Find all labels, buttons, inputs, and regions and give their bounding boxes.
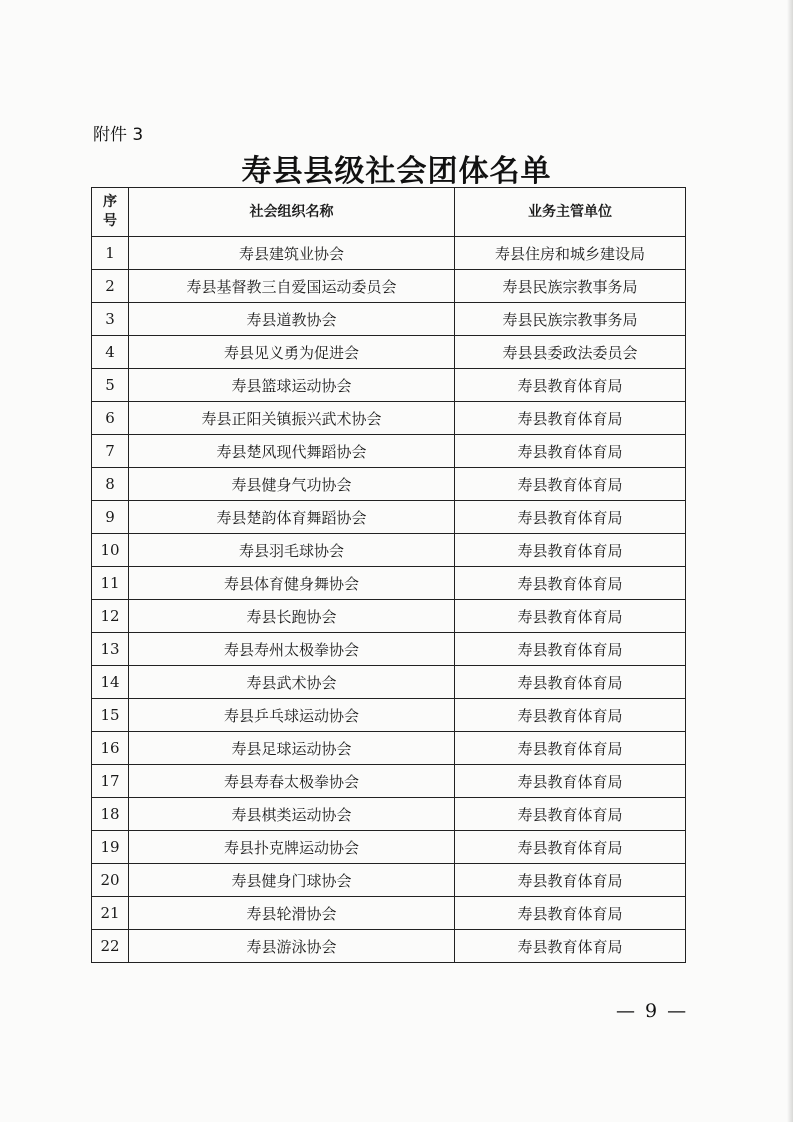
table-row — [92, 468, 686, 501]
cell-supervising-unit: 寿县教育体育局 — [455, 930, 686, 963]
header-supervising-unit: 业务主管单位 — [455, 188, 686, 237]
table-row — [92, 270, 686, 303]
cell-serial-number: 1 — [92, 237, 129, 270]
cell-organization-name: 寿县寿州太极拳协会 — [129, 633, 455, 666]
table-row — [92, 765, 686, 798]
table-row — [92, 237, 686, 270]
cell-organization-name: 寿县基督教三自爱国运动委员会 — [129, 270, 455, 303]
cell-serial-number: 21 — [92, 897, 129, 930]
cell-supervising-unit: 寿县教育体育局 — [455, 897, 686, 930]
cell-serial-number: 22 — [92, 930, 129, 963]
cell-supervising-unit: 寿县教育体育局 — [455, 402, 686, 435]
cell-organization-name: 寿县楚韵体育舞蹈协会 — [129, 501, 455, 534]
cell-organization-name: 寿县寿春太极拳协会 — [129, 765, 455, 798]
header-serial-number-label: 序号 — [102, 194, 117, 229]
cell-organization-name: 寿县健身门球协会 — [129, 864, 455, 897]
cell-serial-number: 6 — [92, 402, 129, 435]
cell-supervising-unit: 寿县教育体育局 — [455, 435, 686, 468]
cell-serial-number: 20 — [92, 864, 129, 897]
cell-organization-name: 寿县扑克牌运动协会 — [129, 831, 455, 864]
header-serial-number — [92, 188, 129, 237]
cell-serial-number: 4 — [92, 336, 129, 369]
table-row — [92, 369, 686, 402]
page-number: — 9 — — [616, 1000, 689, 1022]
table-row — [92, 930, 686, 963]
cell-supervising-unit: 寿县教育体育局 — [455, 732, 686, 765]
cell-supervising-unit: 寿县民族宗教事务局 — [455, 303, 686, 336]
cell-supervising-unit: 寿县教育体育局 — [455, 765, 686, 798]
table-row — [92, 402, 686, 435]
cell-organization-name: 寿县羽毛球协会 — [129, 534, 455, 567]
cell-organization-name: 寿县武术协会 — [129, 666, 455, 699]
table-row — [92, 864, 686, 897]
cell-serial-number: 13 — [92, 633, 129, 666]
cell-supervising-unit: 寿县民族宗教事务局 — [455, 270, 686, 303]
cell-serial-number: 15 — [92, 699, 129, 732]
cell-organization-name: 寿县楚风现代舞蹈协会 — [129, 435, 455, 468]
table-row — [92, 435, 686, 468]
cell-serial-number: 19 — [92, 831, 129, 864]
cell-organization-name: 寿县建筑业协会 — [129, 237, 455, 270]
table-row — [92, 303, 686, 336]
cell-serial-number: 10 — [92, 534, 129, 567]
table-row — [92, 666, 686, 699]
table-row — [92, 897, 686, 930]
cell-supervising-unit: 寿县住房和城乡建设局 — [455, 237, 686, 270]
cell-supervising-unit: 寿县教育体育局 — [455, 831, 686, 864]
table-row — [92, 699, 686, 732]
cell-organization-name: 寿县正阳关镇振兴武术协会 — [129, 402, 455, 435]
cell-serial-number: 2 — [92, 270, 129, 303]
table-row — [92, 633, 686, 666]
table-row — [92, 534, 686, 567]
header-organization-name: 社会组织名称 — [129, 188, 455, 237]
cell-organization-name: 寿县乒乓球运动协会 — [129, 699, 455, 732]
cell-supervising-unit: 寿县教育体育局 — [455, 699, 686, 732]
cell-organization-name: 寿县道教协会 — [129, 303, 455, 336]
table-row — [92, 336, 686, 369]
attachment-label: 附件 3 — [93, 125, 144, 145]
cell-serial-number: 5 — [92, 369, 129, 402]
cell-organization-name: 寿县轮滑协会 — [129, 897, 455, 930]
organization-table — [91, 187, 686, 963]
cell-supervising-unit: 寿县教育体育局 — [455, 369, 686, 402]
cell-serial-number: 18 — [92, 798, 129, 831]
cell-supervising-unit: 寿县县委政法委员会 — [455, 336, 686, 369]
cell-serial-number: 9 — [92, 501, 129, 534]
cell-organization-name: 寿县游泳协会 — [129, 930, 455, 963]
cell-organization-name: 寿县棋类运动协会 — [129, 798, 455, 831]
cell-organization-name: 寿县足球运动协会 — [129, 732, 455, 765]
cell-supervising-unit: 寿县教育体育局 — [455, 534, 686, 567]
table-row — [92, 501, 686, 534]
table-row — [92, 567, 686, 600]
table-row — [92, 798, 686, 831]
cell-supervising-unit: 寿县教育体育局 — [455, 468, 686, 501]
table-row — [92, 831, 686, 864]
table-row — [92, 732, 686, 765]
table-row — [92, 600, 686, 633]
table-body — [92, 237, 686, 963]
cell-organization-name: 寿县健身气功协会 — [129, 468, 455, 501]
cell-serial-number: 17 — [92, 765, 129, 798]
cell-supervising-unit: 寿县教育体育局 — [455, 633, 686, 666]
cell-organization-name: 寿县篮球运动协会 — [129, 369, 455, 402]
cell-organization-name: 寿县长跑协会 — [129, 600, 455, 633]
cell-serial-number: 16 — [92, 732, 129, 765]
cell-serial-number: 12 — [92, 600, 129, 633]
cell-supervising-unit: 寿县教育体育局 — [455, 600, 686, 633]
table-header-row — [92, 188, 686, 237]
cell-supervising-unit: 寿县教育体育局 — [455, 864, 686, 897]
document-title: 寿县县级社会团体名单 — [241, 154, 552, 189]
cell-serial-number: 8 — [92, 468, 129, 501]
cell-serial-number: 14 — [92, 666, 129, 699]
cell-supervising-unit: 寿县教育体育局 — [455, 798, 686, 831]
cell-supervising-unit: 寿县教育体育局 — [455, 666, 686, 699]
cell-serial-number: 3 — [92, 303, 129, 336]
cell-organization-name: 寿县体育健身舞协会 — [129, 567, 455, 600]
cell-supervising-unit: 寿县教育体育局 — [455, 567, 686, 600]
cell-serial-number: 7 — [92, 435, 129, 468]
cell-supervising-unit: 寿县教育体育局 — [455, 501, 686, 534]
cell-serial-number: 11 — [92, 567, 129, 600]
cell-organization-name: 寿县见义勇为促进会 — [129, 336, 455, 369]
